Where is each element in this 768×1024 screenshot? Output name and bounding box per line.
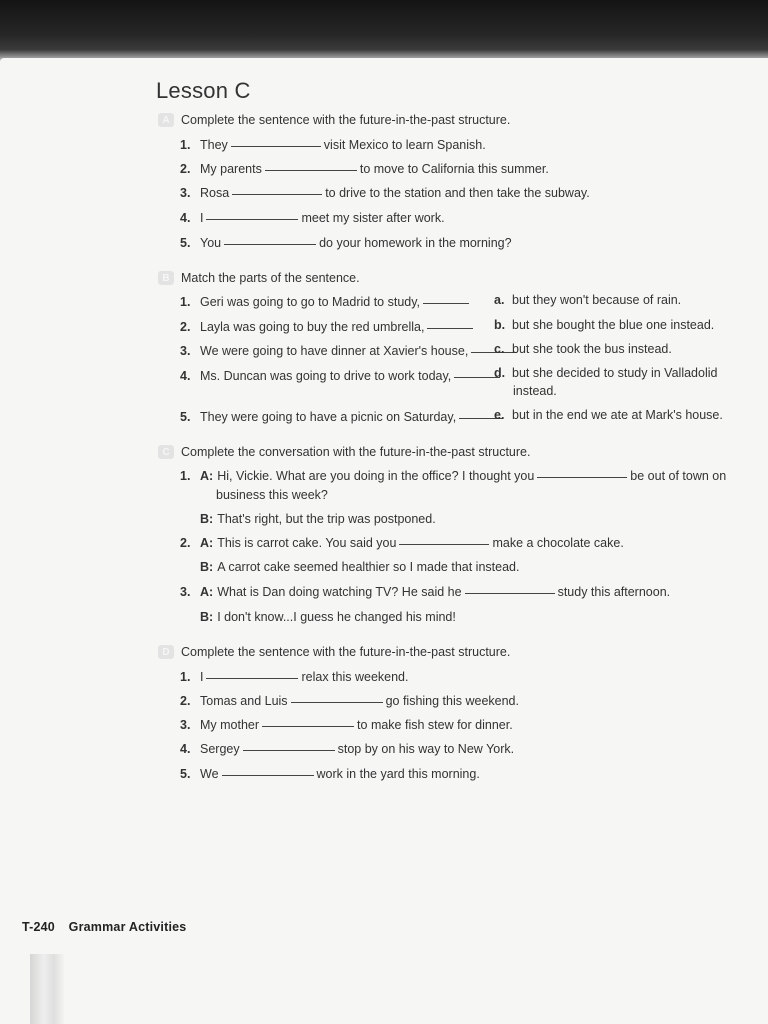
section-d-item-4: 4. Sergey stop by on his way to New York. [180,742,515,756]
answer-blank[interactable] [423,302,469,304]
section-c-heading [158,445,530,459]
section-c-item-2-a: 2. A: This is carrot cake. You said you make a chocolate cake. [180,536,624,550]
section-b-left-1: 1. Geri was going to go to Madrid to study, [180,295,472,309]
section-c-item-2-b: B: A carrot cake seemed healthier so I made that instead. [200,560,520,574]
section-b-left-2: 2. Layla was going to buy the red umbrella, [180,320,476,334]
answer-blank[interactable] [291,701,383,703]
section-c-instruction: Complete the conversation with the future-in-the-past structure. [181,445,531,459]
section-a-badge: A [158,113,174,127]
section-d-item-2: 2. Tomas and Luis go fishing this weekend. [180,694,519,708]
answer-blank[interactable] [224,243,316,245]
section-c-item-1-a-cont: business this week? [216,488,328,502]
section-d-badge: D [158,645,174,659]
section-a-item-5: 5. You do your homework in the morning? [180,236,512,250]
section-b-right-c: c. but she took the bus instead. [494,342,672,356]
section-a-heading [158,113,510,127]
section-c-item-3-a: 3. A: What is Dan doing watching TV? He said he study this afternoon. [180,585,671,599]
section-a-item-3: 3. Rosa to drive to the station and then take the subway. [180,186,590,200]
section-a-item-2: 2. My parents to move to California this summer. [180,162,549,176]
page-code: T-240 [22,920,55,934]
answer-blank[interactable] [265,169,357,171]
section-c-item-1-a: 1. A: Hi, Vickie. What are you doing in the office? I thought you be out of town on [180,469,727,483]
scan-top-band [0,0,768,62]
section-d-heading [158,645,510,659]
footer-title: Grammar Activities [68,920,187,934]
answer-blank[interactable] [206,218,298,220]
section-d-item-3: 3. My mother to make fish stew for dinner. [180,718,513,732]
section-b-right-b: b. but she bought the blue one instead. [494,318,715,332]
answer-blank[interactable] [206,677,298,679]
section-b-badge: B [158,271,174,285]
page-footer [22,920,186,934]
section-a-instruction: Complete the sentence with the future-in-the-past structure. [181,113,511,127]
answer-blank[interactable] [465,592,555,594]
section-c-item-3-b: B: I don't know...I guess he changed his mind! [200,610,456,624]
answer-blank[interactable] [427,327,473,329]
page-fold-shadow [30,954,64,1024]
answer-blank[interactable] [222,774,314,776]
answer-blank[interactable] [399,543,489,545]
section-b-right-a: a. but they won't because of rain. [494,293,682,307]
section-b-left-3: 3. We were going to have dinner at Xavier's house, [180,344,520,358]
answer-blank[interactable] [537,476,627,478]
section-b-left-4: 4. Ms. Duncan was going to drive to work today, [180,369,503,383]
section-d-item-5: 5. We work in the yard this morning. [180,767,480,781]
lesson-title: Lesson C [156,78,251,103]
answer-blank[interactable] [231,145,321,147]
answer-blank[interactable] [243,749,335,751]
section-b-right-d-cont: instead. [513,384,557,398]
section-a-item-1: 1. They visit Mexico to learn Spanish. [180,138,486,152]
answer-blank[interactable] [232,193,322,195]
answer-blank[interactable] [262,725,354,727]
section-c-item-1-b: B: That's right, but the trip was postponed. [200,512,436,526]
section-b-instruction: Match the parts of the sentence. [181,271,360,285]
section-b-right-d: d. but she decided to study in Valladolid [494,366,718,380]
section-b-right-e: e. but in the end we ate at Mark's house. [494,408,723,422]
section-a-item-4: 4. I meet my sister after work. [180,211,445,225]
section-b-left-5: 5. They were going to have a picnic on Saturday, [180,410,506,424]
section-c-badge: C [158,445,174,459]
section-d-instruction: Complete the sentence with the future-in-the-past structure. [181,645,511,659]
section-d-item-1: 1. I relax this weekend. [180,670,409,684]
section-b-heading [158,271,360,285]
